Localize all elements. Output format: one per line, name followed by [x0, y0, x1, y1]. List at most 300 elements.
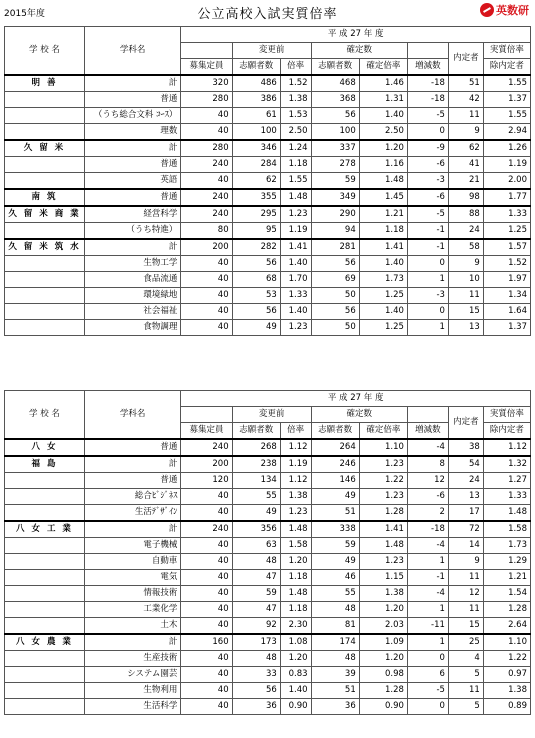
naitei-cell: 24: [448, 223, 483, 240]
confirmed-applicants-cell: 49: [311, 554, 359, 570]
confirmed-rate-cell: 1.20: [359, 651, 407, 667]
confirmed-applicants-cell: 56: [311, 108, 359, 124]
real-rate-cell: 1.26: [483, 140, 530, 157]
rate-cell: 1.41: [280, 239, 311, 256]
school-name-cell: 八 女: [5, 439, 85, 456]
table-row: [5, 651, 531, 667]
year-label: 2015年度: [4, 9, 45, 19]
applicants-cell: 56: [232, 256, 280, 272]
applicants-cell: 486: [232, 75, 280, 92]
col-applicants2-header: 志願者数: [311, 59, 359, 76]
naitei-cell: 54: [448, 456, 483, 473]
real-rate-cell: 1.28: [483, 602, 530, 618]
naitei-cell: 88: [448, 206, 483, 223]
naitei-cell: 4: [448, 651, 483, 667]
school-name-cell: [5, 554, 85, 570]
school-name-cell: [5, 651, 85, 667]
change-cell: -1: [407, 239, 448, 256]
applicants-cell: 53: [232, 288, 280, 304]
naitei-cell: 58: [448, 239, 483, 256]
change-cell: -5: [407, 683, 448, 699]
confirmed-rate-cell: 1.48: [359, 173, 407, 190]
confirmed-applicants-cell: 59: [311, 538, 359, 554]
real-rate-cell: 1.77: [483, 189, 530, 206]
capacity-cell: 40: [181, 173, 232, 190]
naitei-cell: 15: [448, 618, 483, 635]
rate-cell: 1.58: [280, 538, 311, 554]
col-real-rate-sub-header: 除内定者: [483, 423, 530, 440]
confirmed-applicants-cell: 264: [311, 439, 359, 456]
capacity-cell: 40: [181, 602, 232, 618]
confirmed-applicants-cell: 51: [311, 505, 359, 522]
dept-name-cell: 電気: [84, 570, 180, 586]
real-rate-cell: 1.48: [483, 505, 530, 522]
confirmed-applicants-cell: 468: [311, 75, 359, 92]
confirmed-rate-cell: 1.28: [359, 683, 407, 699]
col-school-header: 学 校 名: [5, 27, 85, 76]
naitei-cell: 9: [448, 256, 483, 272]
table-row: [5, 288, 531, 304]
col-before-header: 変更前: [232, 43, 311, 59]
rate-cell: 1.40: [280, 683, 311, 699]
dept-name-cell: 土木: [84, 618, 180, 635]
real-rate-cell: 2.64: [483, 618, 530, 635]
change-cell: -4: [407, 586, 448, 602]
dept-name-cell: 経営科学: [84, 206, 180, 223]
col-confirmed-header: 確定数: [311, 407, 407, 423]
school-name-cell: 久 留 米 商 業: [5, 206, 85, 223]
naitei-cell: 5: [448, 699, 483, 715]
col-dept-header: 学科名: [84, 27, 180, 76]
change-cell: -6: [407, 489, 448, 505]
school-name-cell: [5, 157, 85, 173]
capacity-cell: 240: [181, 439, 232, 456]
applicants-cell: 134: [232, 473, 280, 489]
change-cell: -18: [407, 92, 448, 108]
rate-cell: 1.20: [280, 651, 311, 667]
rate-cell: 1.24: [280, 140, 311, 157]
change-cell: 0: [407, 651, 448, 667]
naitei-cell: 51: [448, 75, 483, 92]
school-name-cell: [5, 505, 85, 522]
confirmed-applicants-cell: 69: [311, 272, 359, 288]
rate-cell: 1.40: [280, 304, 311, 320]
confirmed-applicants-cell: 100: [311, 124, 359, 141]
applicants-cell: 33: [232, 667, 280, 683]
table-row: [5, 189, 531, 206]
rate-cell: 1.38: [280, 489, 311, 505]
spacer-header: [181, 407, 232, 423]
capacity-cell: 240: [181, 189, 232, 206]
real-rate-cell: 1.58: [483, 521, 530, 538]
naitei-cell: 41: [448, 157, 483, 173]
capacity-cell: 240: [181, 157, 232, 173]
real-rate-cell: 1.37: [483, 92, 530, 108]
school-name-cell: [5, 288, 85, 304]
capacity-cell: 160: [181, 634, 232, 651]
dept-name-cell: 普通: [84, 189, 180, 206]
rate-cell: 1.53: [280, 108, 311, 124]
applicants-cell: 355: [232, 189, 280, 206]
dept-name-cell: 生物利用: [84, 683, 180, 699]
change-cell: 1: [407, 602, 448, 618]
table-row: [5, 602, 531, 618]
school-name-cell: [5, 124, 85, 141]
confirmed-rate-cell: 1.46: [359, 75, 407, 92]
capacity-cell: 40: [181, 554, 232, 570]
change-cell: -3: [407, 173, 448, 190]
table-row: [5, 304, 531, 320]
dept-name-cell: 計: [84, 456, 180, 473]
col-naitei-header: 内定者: [448, 407, 483, 440]
change-cell: -5: [407, 206, 448, 223]
school-name-cell: [5, 272, 85, 288]
naitei-cell: 14: [448, 538, 483, 554]
capacity-cell: 320: [181, 75, 232, 92]
change-cell: -11: [407, 618, 448, 635]
capacity-cell: 280: [181, 140, 232, 157]
col-applicants-header: 志願者数: [232, 423, 280, 440]
school-name-cell: 八 女 農 業: [5, 634, 85, 651]
naitei-cell: 11: [448, 570, 483, 586]
real-rate-cell: 1.10: [483, 634, 530, 651]
table-row: [5, 92, 531, 108]
confirmed-rate-cell: 1.28: [359, 505, 407, 522]
naitei-cell: 5: [448, 667, 483, 683]
school-name-cell: [5, 489, 85, 505]
confirmed-rate-cell: 1.31: [359, 92, 407, 108]
capacity-cell: 240: [181, 521, 232, 538]
rate-cell: 1.12: [280, 473, 311, 489]
confirmed-applicants-cell: 56: [311, 256, 359, 272]
table-row: [5, 239, 531, 256]
capacity-cell: 40: [181, 256, 232, 272]
applicants-cell: 36: [232, 699, 280, 715]
rate-cell: 1.20: [280, 554, 311, 570]
confirmed-applicants-cell: 94: [311, 223, 359, 240]
rate-cell: 1.08: [280, 634, 311, 651]
confirmed-rate-cell: 1.40: [359, 108, 407, 124]
rate-table-1: [4, 26, 531, 336]
table-row: [5, 256, 531, 272]
confirmed-applicants-cell: 290: [311, 206, 359, 223]
col-applicants2-header: 志願者数: [311, 423, 359, 440]
school-name-cell: 久 留 米: [5, 140, 85, 157]
col-naitei-header: 内定者: [448, 43, 483, 76]
dept-name-cell: （うち特進）: [84, 223, 180, 240]
school-name-cell: [5, 699, 85, 715]
dept-name-cell: 工業化学: [84, 602, 180, 618]
naitei-cell: 9: [448, 554, 483, 570]
real-rate-cell: 1.25: [483, 223, 530, 240]
dept-name-cell: （うち総合文科 ｺｰｽ）: [84, 108, 180, 124]
confirmed-rate-cell: 1.38: [359, 586, 407, 602]
confirmed-rate-cell: 1.40: [359, 256, 407, 272]
rate-cell: 1.23: [280, 206, 311, 223]
col-applicants-header: 志願者数: [232, 59, 280, 76]
confirmed-rate-cell: 1.09: [359, 634, 407, 651]
change-cell: -9: [407, 140, 448, 157]
table-row: [5, 489, 531, 505]
applicants-cell: 56: [232, 304, 280, 320]
dept-name-cell: 計: [84, 521, 180, 538]
school-name-cell: [5, 320, 85, 336]
naitei-cell: 11: [448, 288, 483, 304]
capacity-cell: 40: [181, 538, 232, 554]
table-row: [5, 538, 531, 554]
dept-name-cell: 計: [84, 75, 180, 92]
naitei-cell: 98: [448, 189, 483, 206]
real-rate-cell: 1.37: [483, 320, 530, 336]
confirmed-rate-cell: 0.98: [359, 667, 407, 683]
change-cell: -1: [407, 223, 448, 240]
confirmed-applicants-cell: 50: [311, 288, 359, 304]
dept-name-cell: 情報技術: [84, 586, 180, 602]
rate-cell: 1.48: [280, 521, 311, 538]
table-row: [5, 554, 531, 570]
confirmed-applicants-cell: 349: [311, 189, 359, 206]
naitei-cell: 10: [448, 272, 483, 288]
table-row: [5, 157, 531, 173]
dept-name-cell: 計: [84, 140, 180, 157]
logo-text: 英数研: [496, 4, 529, 17]
naitei-cell: 11: [448, 108, 483, 124]
col-school-header: 学 校 名: [5, 391, 85, 440]
confirmed-applicants-cell: 48: [311, 602, 359, 618]
table-row: [5, 439, 531, 456]
change-cell: -6: [407, 189, 448, 206]
school-name-cell: [5, 667, 85, 683]
table-row: [5, 108, 531, 124]
real-rate-cell: 1.97: [483, 272, 530, 288]
change-cell: -5: [407, 108, 448, 124]
applicants-cell: 100: [232, 124, 280, 141]
table-row: [5, 634, 531, 651]
dept-name-cell: 生活科学: [84, 699, 180, 715]
real-rate-cell: 1.55: [483, 75, 530, 92]
applicants-cell: 47: [232, 602, 280, 618]
school-name-cell: [5, 602, 85, 618]
confirmed-applicants-cell: 46: [311, 570, 359, 586]
change-cell: -1: [407, 570, 448, 586]
confirmed-applicants-cell: 338: [311, 521, 359, 538]
confirmed-applicants-cell: 59: [311, 173, 359, 190]
confirmed-rate-cell: 1.25: [359, 288, 407, 304]
table-row: [5, 75, 531, 92]
confirmed-rate-cell: 2.50: [359, 124, 407, 141]
table-row: [5, 521, 531, 538]
confirmed-applicants-cell: 50: [311, 320, 359, 336]
confirmed-applicants-cell: 174: [311, 634, 359, 651]
capacity-cell: 40: [181, 651, 232, 667]
school-name-cell: [5, 618, 85, 635]
dept-name-cell: 計: [84, 634, 180, 651]
dept-name-cell: 普通: [84, 92, 180, 108]
change-cell: 2: [407, 505, 448, 522]
rate-cell: 1.48: [280, 586, 311, 602]
confirmed-applicants-cell: 36: [311, 699, 359, 715]
dept-name-cell: システム園芸: [84, 667, 180, 683]
naitei-cell: 9: [448, 124, 483, 141]
capacity-cell: 40: [181, 320, 232, 336]
real-rate-cell: 1.21: [483, 570, 530, 586]
confirmed-rate-cell: 1.20: [359, 602, 407, 618]
real-rate-cell: 1.33: [483, 489, 530, 505]
col-era-header: 平 成 27 年 度: [181, 27, 531, 43]
school-name-cell: [5, 538, 85, 554]
capacity-cell: 40: [181, 667, 232, 683]
rate-cell: 1.23: [280, 320, 311, 336]
rate-cell: 0.90: [280, 699, 311, 715]
real-rate-cell: 1.57: [483, 239, 530, 256]
dept-name-cell: 生物工学: [84, 256, 180, 272]
change-cell: -4: [407, 538, 448, 554]
table-row: [5, 586, 531, 602]
rate-cell: 1.33: [280, 288, 311, 304]
applicants-cell: 95: [232, 223, 280, 240]
rate-cell: 1.48: [280, 189, 311, 206]
capacity-cell: 40: [181, 505, 232, 522]
capacity-cell: 40: [181, 288, 232, 304]
confirmed-rate-cell: 2.03: [359, 618, 407, 635]
naitei-cell: 21: [448, 173, 483, 190]
capacity-cell: 280: [181, 92, 232, 108]
col-confirmed-header: 確定数: [311, 43, 407, 59]
change-cell: 1: [407, 320, 448, 336]
col-real-rate-header: 実質倍率: [483, 43, 530, 59]
rate-cell: 1.18: [280, 157, 311, 173]
confirmed-rate-cell: 0.90: [359, 699, 407, 715]
rate-cell: 2.30: [280, 618, 311, 635]
real-rate-cell: 2.00: [483, 173, 530, 190]
col-era-header: 平 成 27 年 度: [181, 391, 531, 407]
naitei-cell: 13: [448, 489, 483, 505]
applicants-cell: 49: [232, 505, 280, 522]
confirmed-rate-cell: 1.73: [359, 272, 407, 288]
applicants-cell: 386: [232, 92, 280, 108]
change-cell: 1: [407, 554, 448, 570]
change-cell: -18: [407, 521, 448, 538]
dept-name-cell: 社会福祉: [84, 304, 180, 320]
naitei-cell: 11: [448, 683, 483, 699]
spacer-header: [181, 43, 232, 59]
real-rate-cell: 1.52: [483, 256, 530, 272]
change-cell: -6: [407, 157, 448, 173]
applicants-cell: 49: [232, 320, 280, 336]
capacity-cell: 40: [181, 683, 232, 699]
confirmed-rate-cell: 1.15: [359, 570, 407, 586]
confirmed-rate-cell: 1.48: [359, 538, 407, 554]
real-rate-cell: 2.94: [483, 124, 530, 141]
table-row: [5, 173, 531, 190]
applicants-cell: 68: [232, 272, 280, 288]
school-name-cell: [5, 256, 85, 272]
confirmed-applicants-cell: 337: [311, 140, 359, 157]
applicants-cell: 173: [232, 634, 280, 651]
rate-cell: 1.12: [280, 439, 311, 456]
confirmed-applicants-cell: 48: [311, 651, 359, 667]
naitei-cell: 24: [448, 473, 483, 489]
real-rate-cell: 1.22: [483, 651, 530, 667]
rate-cell: 0.83: [280, 667, 311, 683]
capacity-cell: 40: [181, 586, 232, 602]
real-rate-cell: 1.29: [483, 554, 530, 570]
table-row: [5, 456, 531, 473]
naitei-cell: 17: [448, 505, 483, 522]
school-name-cell: [5, 586, 85, 602]
real-rate-cell: 1.33: [483, 206, 530, 223]
dept-name-cell: 理数: [84, 124, 180, 141]
applicants-cell: 48: [232, 651, 280, 667]
applicants-cell: 295: [232, 206, 280, 223]
rate-cell: 1.19: [280, 223, 311, 240]
change-cell: -4: [407, 439, 448, 456]
school-name-cell: 久 留 米 筑 水: [5, 239, 85, 256]
confirmed-applicants-cell: 246: [311, 456, 359, 473]
change-cell: 0: [407, 124, 448, 141]
capacity-cell: 240: [181, 206, 232, 223]
real-rate-cell: 0.89: [483, 699, 530, 715]
applicants-cell: 48: [232, 554, 280, 570]
table-row: [5, 699, 531, 715]
table-row: [5, 140, 531, 157]
confirmed-rate-cell: 1.10: [359, 439, 407, 456]
col-confirmed_rate-header: 確定倍率: [359, 59, 407, 76]
rate-cell: 2.50: [280, 124, 311, 141]
page-title: 公立高校入試実質倍率: [197, 7, 338, 22]
col-confirmed_rate-header: 確定倍率: [359, 423, 407, 440]
col-change-header: 増減数: [407, 59, 448, 76]
school-name-cell: 南 筑: [5, 189, 85, 206]
confirmed-applicants-cell: 49: [311, 489, 359, 505]
change-cell: 1: [407, 634, 448, 651]
confirmed-applicants-cell: 51: [311, 683, 359, 699]
rate-cell: 1.18: [280, 602, 311, 618]
real-rate-cell: 1.19: [483, 157, 530, 173]
change-cell: 8: [407, 456, 448, 473]
applicants-cell: 63: [232, 538, 280, 554]
confirmed-rate-cell: 1.41: [359, 239, 407, 256]
real-rate-cell: 1.32: [483, 456, 530, 473]
real-rate-cell: 1.27: [483, 473, 530, 489]
confirmed-rate-cell: 1.41: [359, 521, 407, 538]
confirmed-applicants-cell: 278: [311, 157, 359, 173]
capacity-cell: 80: [181, 223, 232, 240]
applicants-cell: 282: [232, 239, 280, 256]
real-rate-cell: 1.64: [483, 304, 530, 320]
rate-cell: 1.40: [280, 256, 311, 272]
table-row: [5, 683, 531, 699]
dept-name-cell: 普通: [84, 439, 180, 456]
confirmed-rate-cell: 1.18: [359, 223, 407, 240]
applicants-cell: 238: [232, 456, 280, 473]
dept-name-cell: 電子機械: [84, 538, 180, 554]
school-name-cell: [5, 223, 85, 240]
naitei-cell: 15: [448, 304, 483, 320]
confirmed-rate-cell: 1.25: [359, 320, 407, 336]
brand-logo: [480, 2, 529, 18]
rate-table-2: [4, 390, 531, 715]
table-row: [5, 124, 531, 141]
rate-cell: 1.18: [280, 570, 311, 586]
col-rate-header: 倍率: [280, 59, 311, 76]
table-row: [5, 570, 531, 586]
confirmed-rate-cell: 1.23: [359, 489, 407, 505]
rate-cell: 1.55: [280, 173, 311, 190]
rate-cell: 1.70: [280, 272, 311, 288]
confirmed-applicants-cell: 39: [311, 667, 359, 683]
confirmed-applicants-cell: 368: [311, 92, 359, 108]
